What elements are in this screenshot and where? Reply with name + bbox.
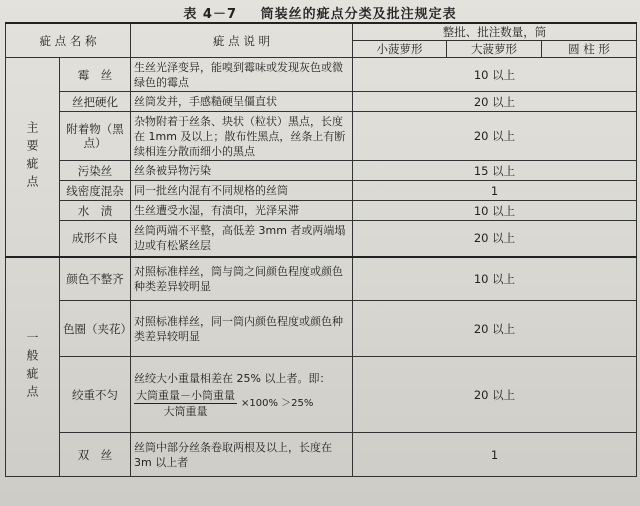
defect-name: 成形不良 [60,221,131,257]
header-shape-small: 小菠萝形 [353,41,447,58]
header-shape-cylinder: 圆 柱 形 [542,41,637,58]
defect-name: 霉 丝 [60,58,131,92]
defect-value: 20 以上 [353,221,637,257]
defect-desc: 对照标准样丝，筒与筒之间颜色程度或颜色种类差异较明显 [131,257,353,301]
defect-value: 20 以上 [353,112,637,161]
defect-value: 15 以上 [353,161,637,181]
defect-value: 10 以上 [353,257,637,301]
defect-value: 20 以上 [353,92,637,112]
defect-desc: 对照标准样丝，同一筒内颜色程度或颜色种类差异较明显 [131,301,353,357]
header-shape-large: 大菠萝形 [447,41,542,58]
defect-value: 1 [353,433,637,477]
defect-value: 20 以上 [353,357,637,433]
category-major: 主要疵点 [6,58,60,257]
defect-name: 绞重不匀 [60,357,131,433]
defect-desc: 丝筒中部分丝条卷取两根及以上，长度在 3m 以上者 [131,433,353,477]
table-title [0,3,640,22]
defect-table [5,22,637,477]
defect-desc: 生丝光泽变异，能嗅到霉味或发现灰色或微绿色的霉点 [131,58,353,92]
header-group: 整批、批注数量，筒 [353,23,637,41]
table-number: 表 4－7 [183,7,238,22]
table-row [6,112,637,161]
defect-value: 1 [353,181,637,201]
formula-tail: ×100% ＞25% [241,397,314,409]
table-row [6,92,637,112]
defect-desc: 丝条被异物污染 [131,161,353,181]
defect-desc: 同一批丝内混有不同规格的丝筒 [131,181,353,201]
defect-name: 水 渍 [60,201,131,221]
defect-desc: 丝筒发并，手感糙硬呈僵直状 [131,92,353,112]
defect-value: 20 以上 [353,301,637,357]
defect-desc: 丝绞大小重量相差在 25% 以上者。即： [134,371,331,385]
table-row [6,58,637,92]
table-row [6,433,637,477]
table-row [6,257,637,301]
defect-desc: 生丝遭受水湿，有渍印，光泽呆滞 [131,201,353,221]
formula-numerator: 大筒重量－小筒重量 [136,388,235,402]
defect-name: 颜色不整齐 [60,257,131,301]
formula-fraction [134,388,237,419]
defect-desc: 丝筒两端不平整，高低差 3mm 者或两端塌边或有松紧丝层 [131,221,353,257]
table-row [6,221,637,257]
category-general: 一般疵点 [6,257,60,477]
formula-denominator: 大筒重量 [163,404,208,418]
table-row [6,201,637,221]
table-row [6,161,637,181]
table-row [6,181,637,201]
defect-desc-cell [131,357,353,433]
table-title-text: 筒装丝的疵点分类及批注规定表 [260,7,457,22]
table-row [6,357,637,433]
defect-name: 污染丝 [60,161,131,181]
defect-value: 10 以上 [353,201,637,221]
defect-name: 线密度混杂 [60,181,131,201]
defect-desc: 杂物附着于丝条、块状（粒状）黑点，长度在 1mm 及以上；散布性黑点，丝条上有断续相连分散而细小的黑点 [131,112,353,161]
header-defect-name: 疵 点 名 称 [6,23,131,58]
defect-name: 双 丝 [60,433,131,477]
table-row [6,301,637,357]
defect-name: 附着物（黑点） [60,112,131,161]
defect-name: 丝把硬化 [60,92,131,112]
header-defect-desc: 疵 点 说 明 [131,23,353,58]
weight-formula [134,388,313,419]
defect-value: 10 以上 [353,58,637,92]
defect-name: 色圈（夹花） [60,301,131,357]
